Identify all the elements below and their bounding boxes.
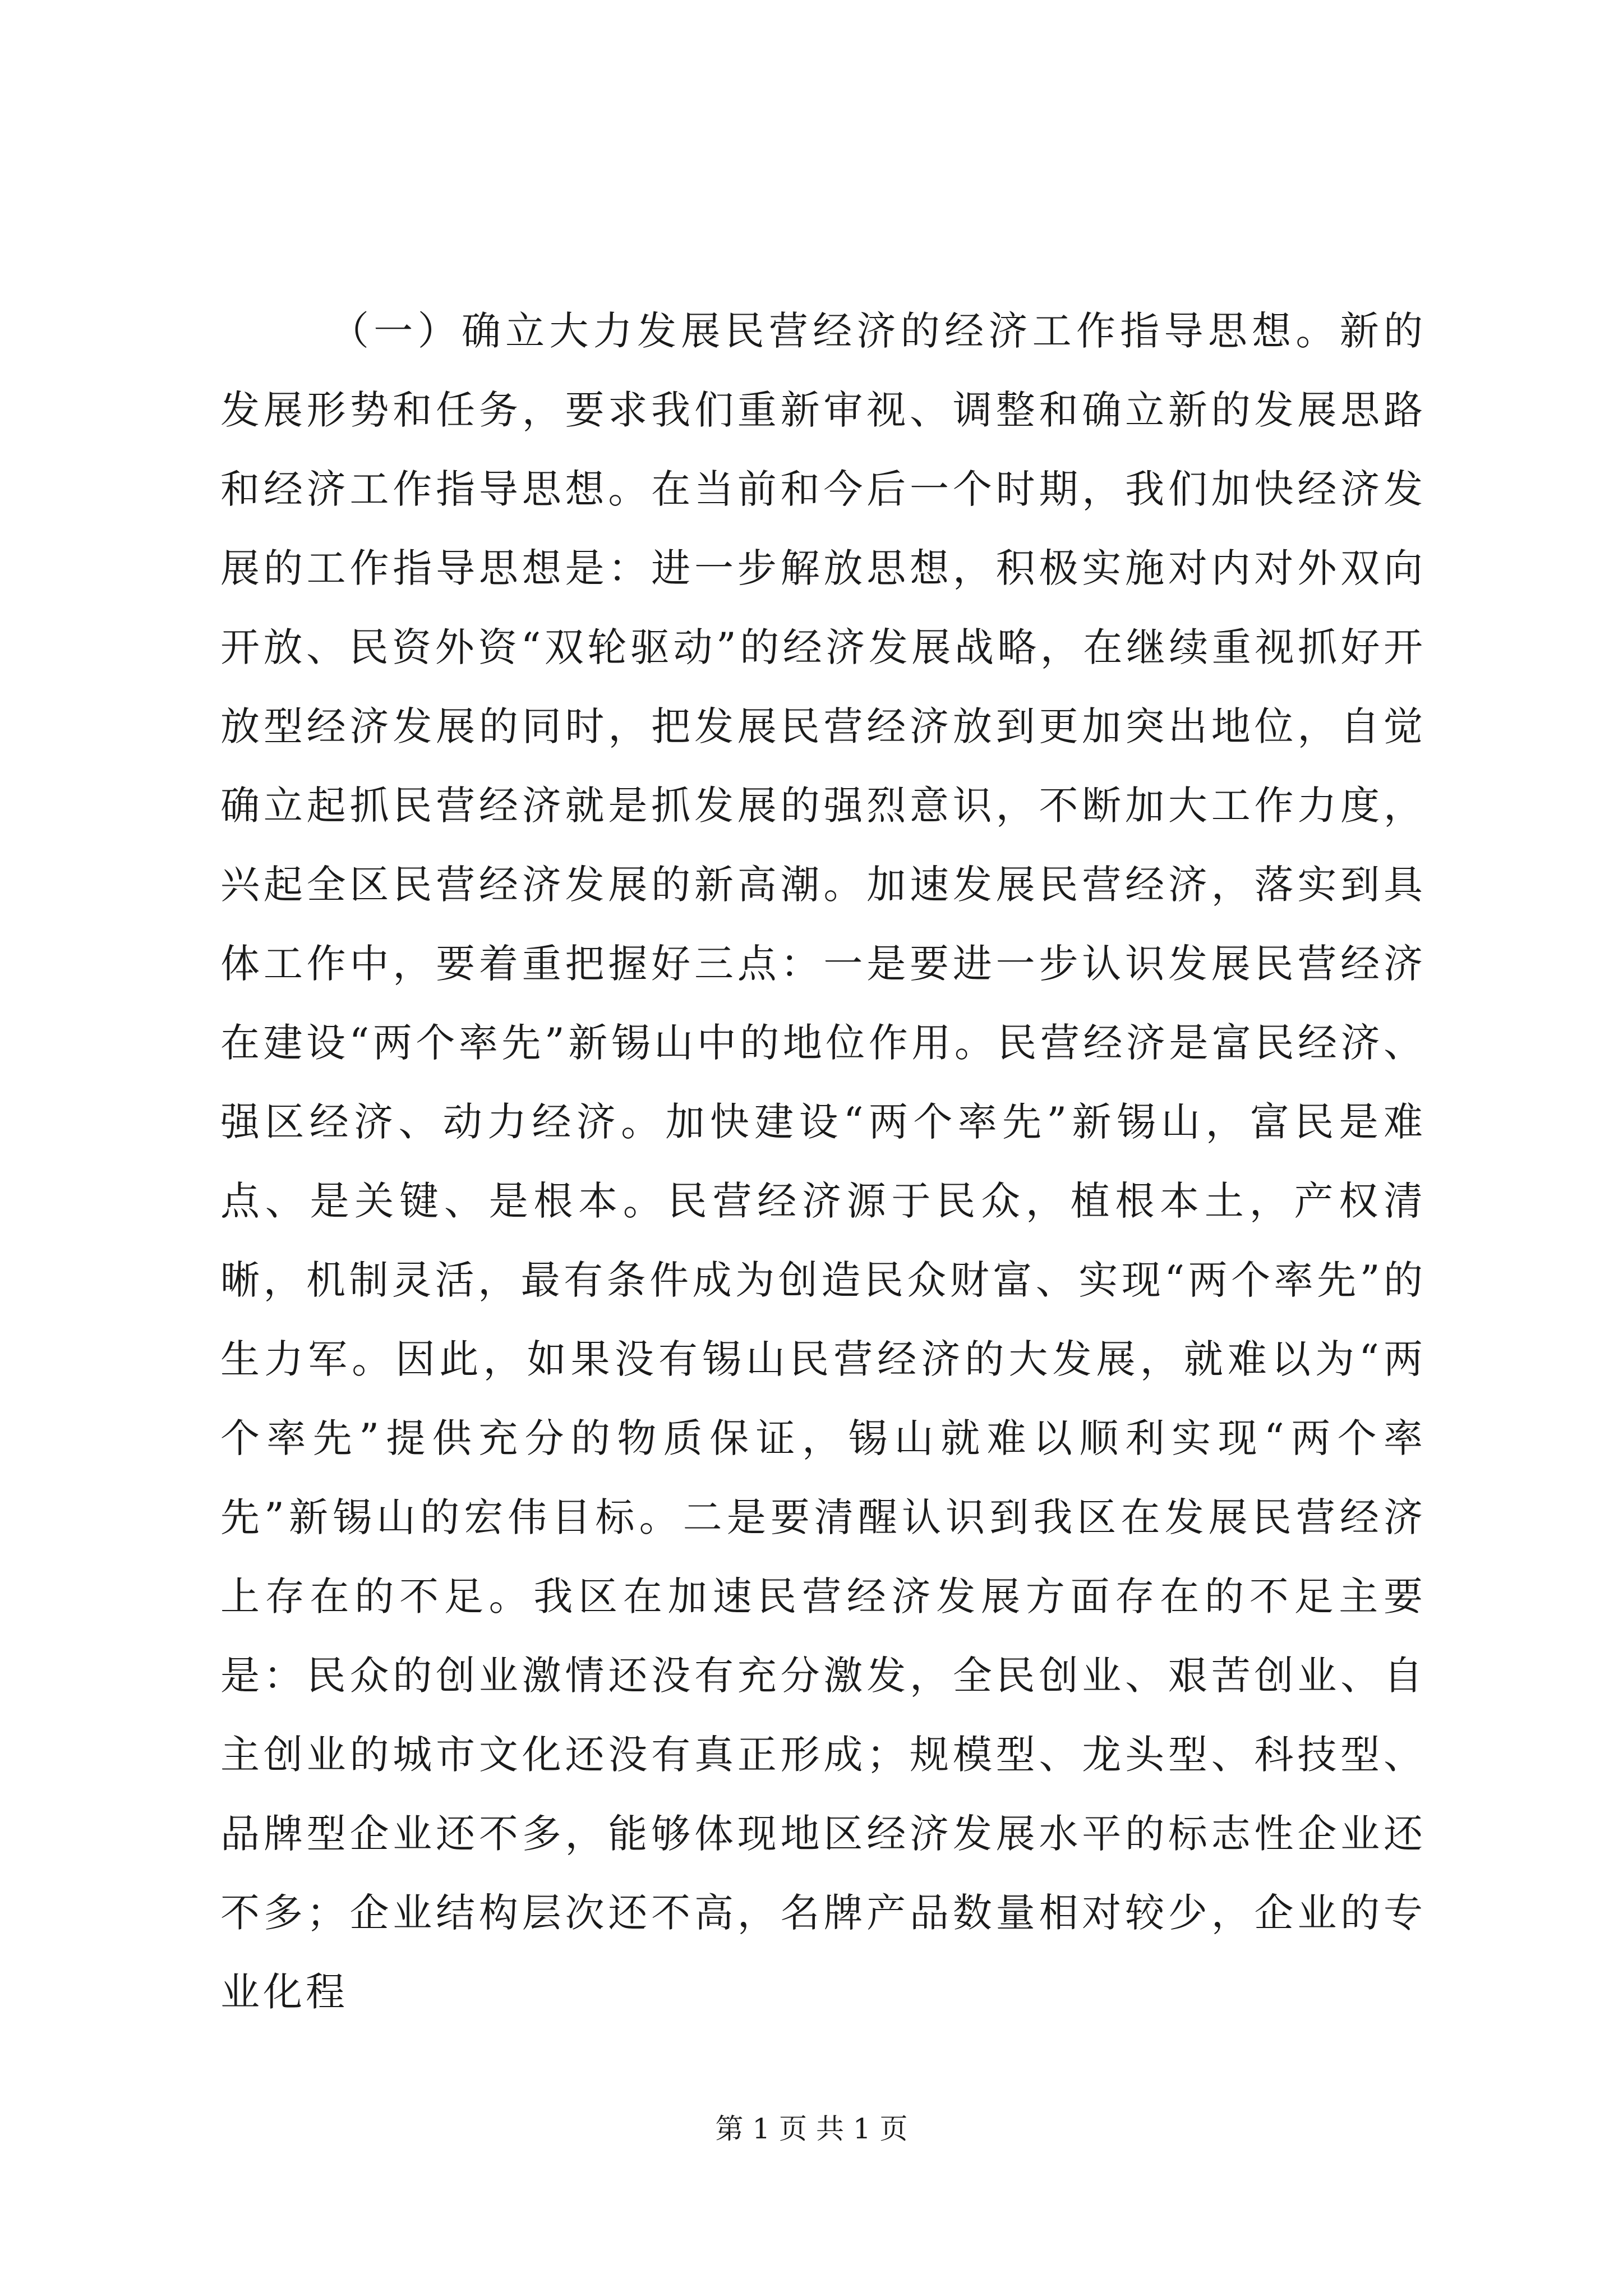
body-paragraph: （一）确立大力发展民营经济的经济工作指导思想。新的发展形势和任务，要求我们重新审视、调整和确立新的发展思路和经济工作指导思想。在当前和今后一个时期，我们加快经济发展的工作指导思想是：进一步解放思想，积极实施对内对外双向开放、民资外资“双轮驱动”的经济发展战略，在继续重视抓好开放型经济发展的同时，把发展民营经济放到更加突出地位，自觉确立起抓民营经济就是抓发展的强烈意识，不断加大工作力度，兴起全区民营经济发展的新高潮。加速发展民营经济，落实到具体工作中，要着重把握好三点：一是要进一步认识发展民营经济在建设“两个率先”新锡山中的地位作用。民营经济是富民经济、强区经济、动力经济。加快建设“两个率先”新锡山，富民是难点、是关键、是根本。民营经济源于民众，植根本土，产权清晰，机制灵活，最有条件成为创造民众财富、实现“两个率先”的生力军。因此，如果没有锡山民营经济的大发展，就难以为“两个率先”提供充分的物质保证，锡山就难以顺利实现“两个率先”新锡山的宏伟目标。二是要清醒认识到我区在发展民营经济上存在的不足。我区在加速民营经济发展方面存在的不足主要是：民众的创业激情还没有充分激发，全民创业、艰苦创业、自主创业的城市文化还没有真正形成；规模型、龙头型、科技型、品牌型企业还不多，能够体现地区经济发展水平的标志性企业还不多；企业结构层次还不高，名牌产品数量相对较少，企业的专业化程 (220, 308, 1426, 2015)
page-number-footer: 第 1 页 共 1 页 (715, 2113, 908, 2145)
